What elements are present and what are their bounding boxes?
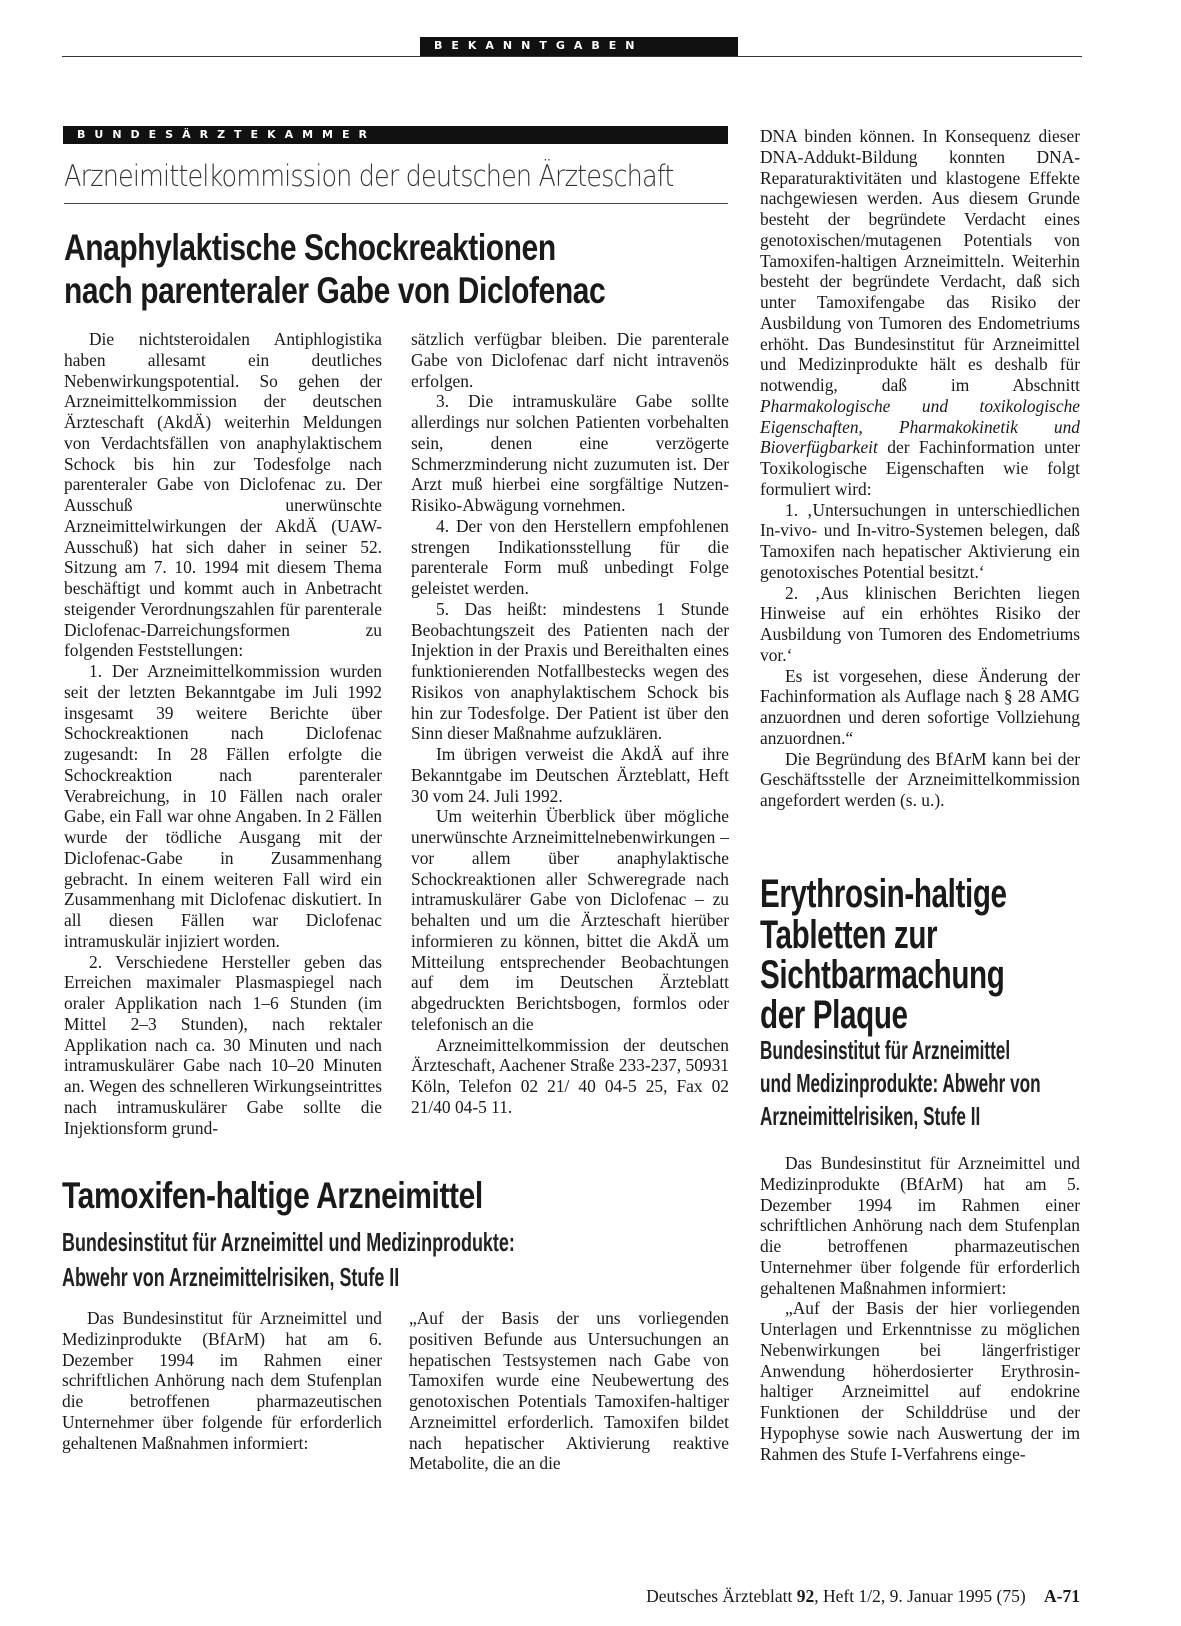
article-subtitle-line: Abwehr von Arzneimittelrisiken, Stufe II <box>62 1262 400 1292</box>
quote-item: 2. ‚Aus klinischen Berichten liegen Hinweise auf ein erhöhtes Risiko der Ausbildung von Tumoren des Endometriums vor.‘ <box>760 582 1080 665</box>
paragraph: 5. Das heißt: mindestens 1 Stunde Beobachtungszeit des Patienten nach der Injektion in der Praxis und Bereithalten eines funktionierenden Notfallbestecks wegen des Risikos von anaphylaktischem Schock bis hin zur Todesfolge. Der Patient ist über den Sinn dieser Maßnahme aufzuklären. <box>411 598 729 744</box>
banner: BUNDESÄRZTEKAMMER <box>63 126 728 144</box>
page-footer <box>560 1586 1080 1607</box>
article-title-line: Tabletten zur <box>760 913 938 957</box>
section-label: BEKANNTGABEN <box>420 37 738 56</box>
article-title-line: der Plaque <box>760 993 908 1037</box>
journal-name: Deutsches Ärzteblatt <box>646 1586 793 1606</box>
article-subtitle-line: Bundesinstitut für Arzneimittel <box>760 1035 1011 1065</box>
paragraph: Das Bundesinstitut für Arzneimittel und Medizinprodukte (BfArM) hat am 5. Dezember 1994 im Rahmen einer schriftlichen Anhörung nach dem Stufenplan die betroffenen pharmazeutischen Unternehmer über folgende für erforderlich gehaltenen Maßnahmen informiert: <box>760 1153 1080 1298</box>
article2-column-1 <box>62 1308 382 1453</box>
journal-volume: 92 <box>796 1586 815 1606</box>
article1-column-2 <box>411 329 729 1118</box>
article-subtitle-line: und Medizinprodukte: Abwehr von <box>760 1068 1041 1098</box>
paragraph: „Auf der Basis der hier vorliegenden Unterlagen und Erkenntnisse zu möglichen Nebenwirkungen bei längerfristiger Anwendung höherdosierter Erythrosin-haltiger Arzneimittel auf endokrine Funktionen der Schilddrüse und der Hypophyse sowie nach Auswertung der im Rahmen des Stufe I-Verfahrens einge- <box>760 1298 1080 1464</box>
paragraph: „Auf der Basis der uns vorliegenden positiven Befunde aus Untersuchungen an hepatischen Testsystemen nach Gabe von Tamoxifen wurde eine Neubewertung des genotoxischen Potentials Tamoxifen-haltiger Arzneimittel erforderlich. Tamoxifen bildet nach hepatischer Aktivierung reaktive Metabolite, die an die <box>409 1308 729 1474</box>
article-subtitle-line: Arzneimittelrisiken, Stufe II <box>760 1101 981 1131</box>
paragraph: sätzlich verfügbar bleiben. Die parenterale Gabe von Diclofenac darf nicht intravenös erfolgen. <box>411 329 729 391</box>
paragraph: 4. Der von den Herstellern empfohlenen strengen Indikationsstellung für die parenterale Form muß unbedingt Folge geleistet werden. <box>411 515 729 598</box>
paragraph <box>760 126 1080 500</box>
paragraph: Das Bundesinstitut für Arzneimittel und Medizinprodukte (BfArM) hat am 6. Dezember 1994 im Rahmen einer schriftlichen Anhörung nach dem Stufenplan die betroffenen pharmazeutischen Unternehmer über folgende für erforderlich gehaltenen Maßnahmen informiert: <box>62 1308 382 1453</box>
paragraph: Die Begründung des BfArM kann bei der Geschäftsstelle der Arzneimittelkommission angefordert werden (s. u.). <box>760 748 1080 810</box>
article-title-line: Anaphylaktische Schockreaktionen <box>64 227 556 268</box>
paragraph: 3. Die intramuskuläre Gabe sollte allerdings nur solchen Patienten vorbehalten sein, denen eine verzögerte Schmerzminderung nicht zuzumuten ist. Der Arzt muß hierbei eine sorgfältige Nutzen-Risiko-Abwägung vornehmen. <box>411 391 729 515</box>
article3-column <box>760 1153 1080 1464</box>
organization-subtitle: Arzneimittelkommission der deutschen Ärzteschaft <box>64 159 674 193</box>
paragraph: 1. Der Arzneimittelkommission wurden seit der letzten Bekanntgabe im Juli 1992 insgesamt 39 weitere Berichte über Schockreaktionen nach Diclofenac zugesandt: In 28 Fällen erfolgte die Schockreaktion nach parenteraler Verabreichung, in 10 Fällen nach oraler Gabe, ein Fall war ohne Angaben. In 2 Fällen wurde der tödliche Ausgang mit der Diclofenac-Gabe in Zusammenhang gebracht. In einem weiteren Fall wird ein Zusammenhang mit Diclofenac diskutiert. In all diesen Fällen war Diclofenac intramuskulär injiziert worden. <box>64 661 382 951</box>
article-title-line: Sichtbarmachung <box>760 953 1005 997</box>
paragraph-text: DNA binden können. In Konsequenz dieser DNA-Addukt-Bildung konnten DNA-Reparaturaktivitäten und klastogene Effekte nachgewiesen werden. Aus diesem Grunde besteht der begründete Verdacht eines genotoxischen/mutagenen Potentials von Tamoxifen-haltigen Arzneimitteln. Weiterhin besteht der begründete Verdacht, daß sich unter Tamoxifengabe das Risiko der Ausbildung von Tumoren des Endometriums erhöht. Das Bundesinstitut für Arzneimittel und Medizinprodukte hält es deshalb für notwendig, daß im Abschnitt <box>760 126 1080 395</box>
paragraph: Die nichtsteroidalen Antiphlogistika haben allesamt ein deutliches Nebenwirkungspotential. So gehen der Arzneimittelkommission der deutschen Ärzteschaft (AkdÄ) weiterhin Meldungen von Verdachtsfällen von anaphylaktischem Schock bis hin zur Todesfolge nach parenteraler Gabe von Diclofenac zu. Der Ausschuß unerwünschte Arzneimittelwirkungen der AkdÄ (UAW-Ausschuß) hat sich daher in seiner 52. Sitzung am 7. 10. 1994 mit diesem Thema beschäftigt und kommt auch in Anbetracht steigender Verordnungszahlen für parenterale Diclofenac-Darreichungsformen zu folgenden Feststellungen: <box>64 329 382 661</box>
article-title-line: nach parenteraler Gabe von Diclofenac <box>64 270 606 311</box>
paragraph: Es ist vorgesehen, diese Änderung der Fachinformation als Auflage nach § 28 AMG anzuordnen und deren sofortige Vollziehung anzuordnen.“ <box>760 665 1080 748</box>
paragraph: Im übrigen verweist die AkdÄ auf ihre Bekanntgabe im Deutschen Ärzteblatt, Heft 30 vom 24. Juli 1992. <box>411 744 729 806</box>
page-number: A-71 <box>1044 1586 1080 1606</box>
issue-info: , Heft 1/2, 9. Januar 1995 (75) <box>814 1586 1026 1606</box>
article-title: Tamoxifen-haltige Arzneimittel <box>62 1175 483 1216</box>
article1-column-1 <box>64 329 382 1138</box>
section-reference: Pharmakologische und toxikologische Eigenschaften, Pharmakokinetik und Bioverfügbarkeit <box>760 395 1080 458</box>
quote-item: 1. ‚Untersuchungen in unterschiedlichen In-vivo- und In-vitro-Systemen belegen, daß Tamoxifen nach hepatischer Aktivierung ein genotoxisches Potential besitzt.‘ <box>760 499 1080 582</box>
paragraph: 2. Verschiedene Hersteller geben das Erreichen maximaler Plasmaspiegel nach oraler Applikation nach 1–6 Stunden (im Mittel 2–3 Stunden), nach rektaler Applikation nach ca. 30 Minuten und nach intramuskulärer Gabe nach 10–20 Minuten an. Wegen des schnelleren Wirkungseintrittes nach intramuskulärer Gabe sollte die Injektionsform grund- <box>64 951 382 1138</box>
address-paragraph: Arzneimittelkommission der deutschen Ärzteschaft, Aachener Straße 233-237, 50931 Köln, Telefon 02 21/ 40 04-5 25, Fax 02 21/40 04-5 11. <box>411 1034 729 1117</box>
article-title-line: Erythrosin-haltige <box>760 872 1007 916</box>
paragraph: Um weiterhin Überblick über mögliche unerwünschte Arzneimittelnebenwirkungen – vor allem über anaphylaktische Schockreaktionen aller Schweregrade nach intramuskulärer Gabe von Diclofenac – zu behalten und um die Ärzteschaft hierüber informieren zu können, bittet die AkdÄ um Mitteilung entsprechender Beobachtungen auf dem im Deutschen Ärzteblatt abgedruckten Berichtsbogen, formlos oder telefonisch an die <box>411 806 729 1034</box>
header-rule <box>62 56 1082 57</box>
article-subtitle-line: Bundesinstitut für Arzneimittel und Medizinprodukte: <box>62 1227 515 1257</box>
subtitle-rule <box>64 203 728 204</box>
article2-continuation-column <box>760 126 1080 811</box>
paragraph-text: der Fachinformation unter Toxikologische Eigenschaften wie folgt formuliert wird: <box>760 437 1080 499</box>
article2-column-2 <box>409 1308 729 1474</box>
